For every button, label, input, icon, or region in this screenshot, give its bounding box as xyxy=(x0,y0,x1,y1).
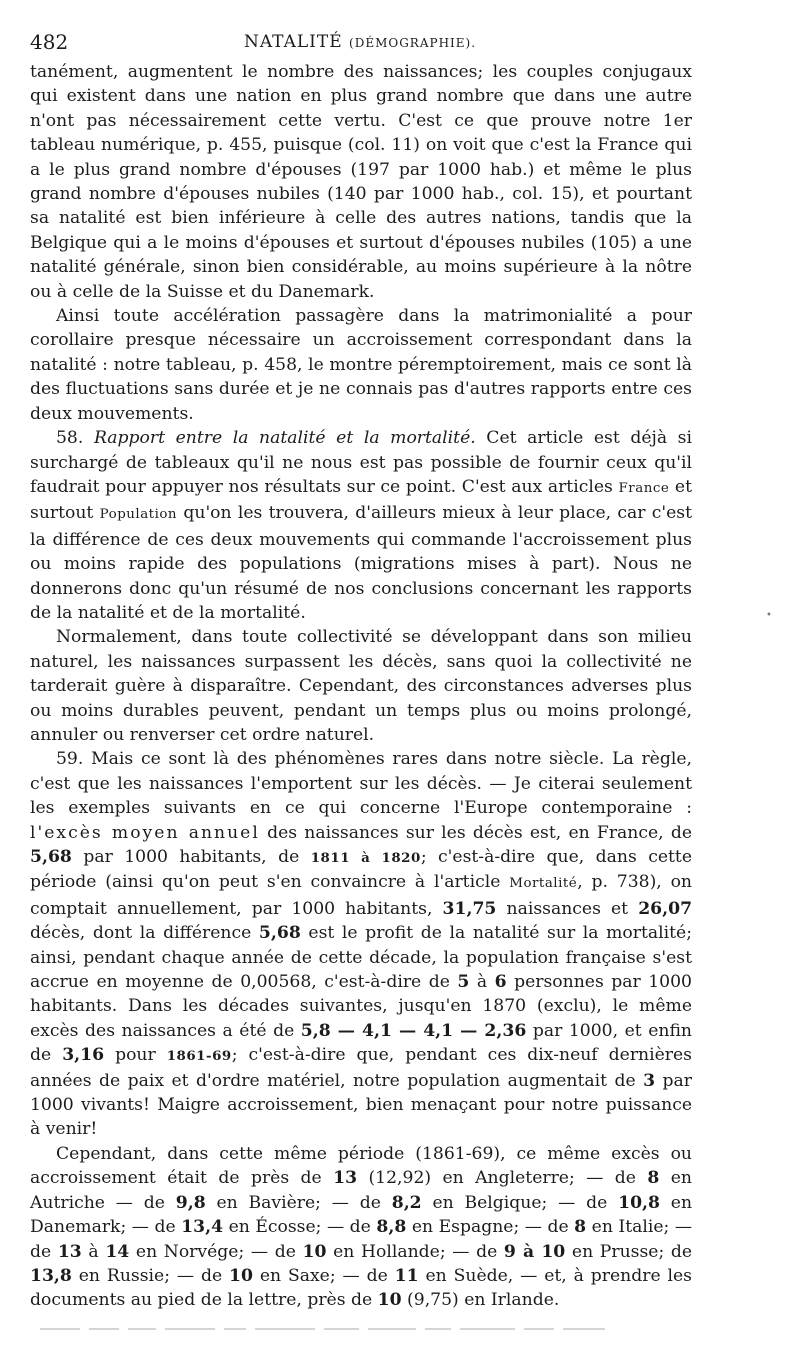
paragraph-6-text-p: en Suède, — et, à prendre les documents au pied de la lettre, près de xyxy=(30,1265,692,1311)
stray-print-mark: • xyxy=(766,610,772,621)
show-through-line xyxy=(40,1318,660,1321)
paragraph-6-text-c: en Autriche — de xyxy=(30,1168,692,1213)
value: 8,8 xyxy=(376,1217,407,1238)
paragraph-2: Ainsi toute accélération passagère dans la matrimonialité a pour corollaire presque nécessaire un accroissement correspondant dans la natalité : notre tableau, p. 458, le montre péremptoirement, mais ce sont là des fluctuations sans durée et je ne connais pas d'autres rapports entre ces deux mouvements. xyxy=(30,306,692,424)
paragraph-5-text-n: par 1000 vivants! Maigre accroissement, bien menaçant pour notre puissance à venir! xyxy=(30,1070,693,1140)
paragraph-6-text-n: en Russie; — de xyxy=(78,1265,223,1286)
value: 9,8 xyxy=(175,1192,206,1213)
paragraph-5 xyxy=(30,747,692,1142)
paragraph-3-text-b: et surtout xyxy=(30,476,692,524)
value: 13 xyxy=(333,1168,358,1189)
running-subtitle: (DÉMOGRAPHIE). xyxy=(349,36,477,50)
paragraph-6-text-i: en Italie; — de xyxy=(30,1217,693,1262)
value: 9 à 10 xyxy=(503,1241,566,1262)
paragraph-5-text-m: ; c'est-à-dire que, pendant ces dix-neuf dernières années de paix et d'ordre matériel, notre population augmentait de xyxy=(30,1045,692,1091)
crossref-france: France xyxy=(618,480,670,496)
value: 10 xyxy=(377,1290,402,1311)
value: 8 xyxy=(574,1217,587,1238)
paragraph-5-text-h: est le profit de la natalité sur la mortalité; ainsi, pendant chaque année de cette décade, la population française s'est accrue en moyenne de 0,00568, c'est-à-dire de xyxy=(30,923,693,993)
value: 8,2 xyxy=(391,1192,422,1213)
paragraph-5-text-k: par 1000, et enfin de xyxy=(30,1020,692,1066)
value: 3,16 xyxy=(62,1045,105,1066)
paragraph-6-text-e: en Belgique; — de xyxy=(432,1192,608,1213)
emphasis-exces: l'excès moyen annuel xyxy=(30,822,260,843)
paragraph-5-text-c: par 1000 habitants, de xyxy=(83,847,300,867)
paragraph-1: tanément, augmentent le nombre des naissances; les couples conjugaux qui existent dans une nation en plus grand nombre que dans une autre n'ont pas nécessairement cette vertu. C'est ce que prouve notre 1er tableau numérique, p. 455, puisque (col. 11) on voit que c'est la France qui a le plus grand nombre d'épouses (197 par 1000 hab.) et même le plus grand nombre d'épouses nubiles (140 par 1000 hab., col. 15), et pourtant sa natalité est bien inférieure à celle des autres nations, tandis que la Belgique qui a le moins d'épouses et surtout d'épouses nubiles (105) a une natalité générale, sinon bien considérable, au moins supérieure à la nôtre ou à celle de la Suisse et du Danemark. xyxy=(30,62,692,302)
value: 13 xyxy=(57,1241,82,1262)
paragraph-5-text-a: 59. Mais ce sont là des phénomènes rares dans notre siècle. La règle, c'est que les naissances l'emportent sur les décès. — Je citerai seulement les exemples suivants en ce qui concerne l'Europe contemporaine : xyxy=(30,749,692,819)
paragraph-6-text-g: en Écosse; — de xyxy=(228,1217,371,1238)
paragraph-6-text-d: en Bavière; — de xyxy=(216,1192,381,1213)
value: 5,68 xyxy=(30,847,72,867)
paragraph-5-text-d: ; c'est-à-dire que, dans cette période (ainsi qu'on peut s'en convaincre à l'article xyxy=(30,847,693,893)
value: 26,07 xyxy=(638,898,693,919)
paragraph-5-text-f: naissances et xyxy=(506,898,629,919)
paragraph-3 xyxy=(30,426,692,625)
paragraph-6-text-q: (9,75) en Irlande. xyxy=(407,1290,560,1311)
value: 10,8 xyxy=(618,1192,660,1213)
paragraph-4: Normalement, dans toute collectivité se développant dans son milieu naturel, les naissances surpassent les décès, sans quoi la collectivité ne tarderait guère à disparaître. Cependant, des circonstances adverses plus ou moins durables peuvent, pendant un temps plus ou moins prolongé, annuler ou renverser cet ordre naturel. xyxy=(30,627,692,745)
value: 6 xyxy=(494,972,507,993)
paragraph-6-text-a: Cependant, dans cette même période (1861-69), ce même excès ou accroissement était de près de xyxy=(30,1143,692,1189)
section-title-58: Rapport entre la natalité et la mortalité. xyxy=(93,428,476,449)
paragraph-6-text-b: (12,92) en Angleterre; — de xyxy=(368,1168,636,1189)
page-header xyxy=(30,30,690,56)
years-range: 1861-69 xyxy=(166,1048,232,1065)
value: 10 xyxy=(302,1241,327,1262)
value: 11 xyxy=(394,1265,419,1286)
value: 13,8 xyxy=(30,1265,72,1286)
paragraph-6-text-k: en Norvége; — de xyxy=(135,1241,296,1262)
value: 5,68 xyxy=(258,923,301,944)
paragraph-5-text-l: pour xyxy=(115,1045,156,1066)
paragraph-5-text-b: des naissances sur les décès est, en France, de xyxy=(267,822,692,843)
paragraph-6-text-f: en Danemark; — de xyxy=(30,1192,693,1238)
paragraph-5-text-e: , p. 738), on comptait annuellement, par 1000 habitants, xyxy=(30,872,692,919)
paragraph-6-text-m: en Prusse; de xyxy=(571,1241,693,1262)
years-range: 1811 à 1820 xyxy=(310,850,421,866)
paragraph-6-text-l: en Hollande; — de xyxy=(333,1241,498,1262)
section-number-58: 58. xyxy=(56,428,84,449)
value: 8 xyxy=(647,1168,660,1189)
paragraph-5-text-j: personnes par 1000 habitants. Dans les décades suivantes, jusqu'en 1870 (exclu), le même excès des naissances a été de xyxy=(30,972,692,1041)
value-series: 5,8 — 4,1 — 4,1 — 2,36 xyxy=(300,1020,527,1041)
paragraph-3-text-a: Cet article est déjà si surchargé de tableaux qu'il ne nous est pas possible de fournir ceux qu'il faudrait pour appuyer nos résultats sur ce point. C'est aux articles xyxy=(30,428,692,497)
paragraph-6 xyxy=(30,1142,692,1313)
paragraph-6-text-o: en Saxe; — de xyxy=(259,1265,388,1286)
paragraph-3-text-c: qu'on les trouvera, d'ailleurs mieux à leur place, car c'est la différence de ces deux mouvements qui commande l'accroissement plus ou moins rapide des populations (migrations mises à part). Nous ne donnerons donc qu'un résumé de nos conclusions concernant les rapports de la natalité et de la mortalité. xyxy=(30,503,693,623)
value: 31,75 xyxy=(442,898,497,919)
paragraph-6-text-j: à xyxy=(88,1241,99,1262)
paragraph-5-text-g: décès, dont la différence xyxy=(30,923,252,944)
paragraph-5-text-i: à xyxy=(476,972,488,993)
crossref-population: Population xyxy=(99,507,178,523)
value: 10 xyxy=(229,1265,253,1286)
crossref-mortalite: Mortalité xyxy=(509,876,578,892)
page-number: 482 xyxy=(30,30,69,54)
running-title: NATALITÉ xyxy=(243,32,343,52)
value: 14 xyxy=(105,1241,130,1262)
value: 3 xyxy=(643,1070,656,1091)
value: 5 xyxy=(457,972,470,993)
value: 13,4 xyxy=(181,1217,224,1238)
body-text xyxy=(30,60,692,1313)
running-head xyxy=(30,32,690,52)
paragraph-6-text-h: en Espagne; — de xyxy=(411,1217,569,1238)
